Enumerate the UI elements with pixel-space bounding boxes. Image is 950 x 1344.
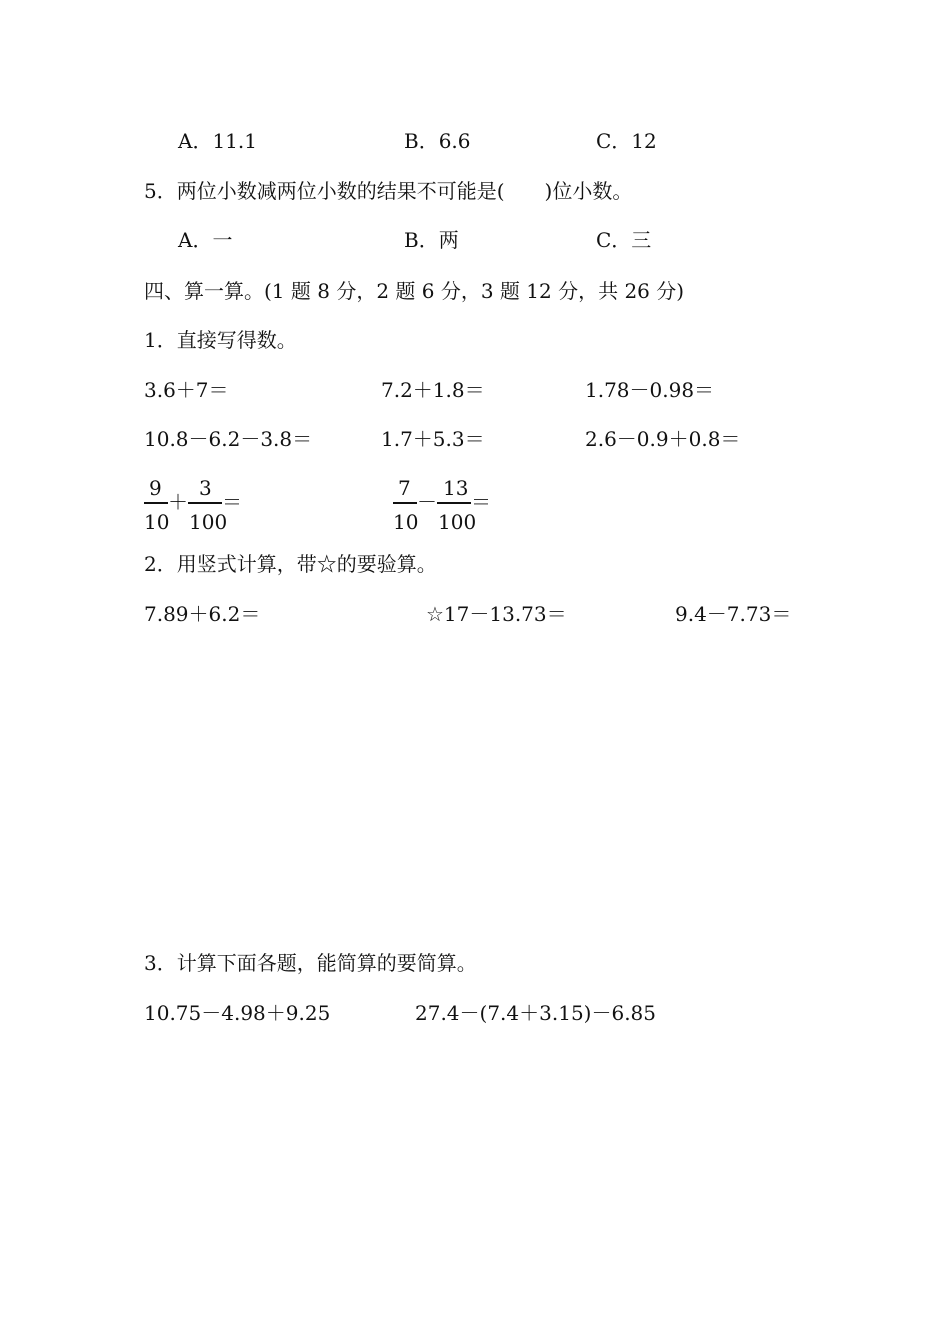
denominator: 10: [393, 510, 419, 534]
q5-stem: 5．两位小数减两位小数的结果不可能是( )位小数。: [144, 179, 633, 203]
equals-sign: ＝: [222, 490, 242, 514]
calc-item: 3.6＋7＝: [144, 378, 229, 402]
simplify-calc-item: 27.4－(7.4＋3.15)－6.85: [415, 1001, 657, 1025]
numerator: 13: [443, 476, 469, 500]
minus-sign: －: [417, 490, 437, 514]
simplify-calc-item: 10.75－4.98＋9.25: [144, 1001, 331, 1025]
equals-sign: ＝: [471, 490, 491, 514]
denominator: 10: [144, 510, 170, 534]
vertical-calc-item: 9.4－7.73＝: [675, 602, 792, 626]
numerator: 9: [149, 476, 162, 500]
part1-title: 1．直接写得数。: [144, 328, 297, 352]
fraction-bar: [393, 502, 417, 504]
part3-title: 3．计算下面各题，能简算的要简算。: [144, 951, 477, 975]
denominator: 100: [189, 510, 228, 534]
fraction-bar: [188, 502, 222, 504]
q5-option-a: A．一: [178, 228, 233, 252]
fraction-bar: [437, 502, 471, 504]
q4-option-b: B．6.6: [404, 129, 471, 153]
calc-item: 1.78－0.98＝: [585, 378, 715, 402]
fraction-bar: [144, 502, 168, 504]
q5-option-c: C．三: [596, 228, 652, 252]
vertical-calc-item: ☆17－13.73＝: [426, 602, 567, 626]
q5-option-b: B．两: [404, 228, 459, 252]
plus-sign: ＋: [168, 490, 188, 514]
section-heading: 四、算一算。(1 题 8 分，2 题 6 分，3 题 12 分，共 26 分): [144, 279, 685, 303]
denominator: 100: [438, 510, 477, 534]
q4-option-a: A．11.1: [178, 129, 257, 153]
numerator: 3: [199, 476, 212, 500]
vertical-calc-item: 7.89＋6.2＝: [144, 602, 261, 626]
calc-item: 1.7＋5.3＝: [381, 427, 485, 451]
part2-title: 2．用竖式计算，带☆的要验算。: [144, 552, 437, 576]
q4-option-c: C．12: [596, 129, 657, 153]
calc-item: 7.2＋1.8＝: [381, 378, 485, 402]
calc-item: 2.6－0.9＋0.8＝: [585, 427, 741, 451]
calc-item: 10.8－6.2－3.8＝: [144, 427, 313, 451]
numerator: 7: [398, 476, 411, 500]
